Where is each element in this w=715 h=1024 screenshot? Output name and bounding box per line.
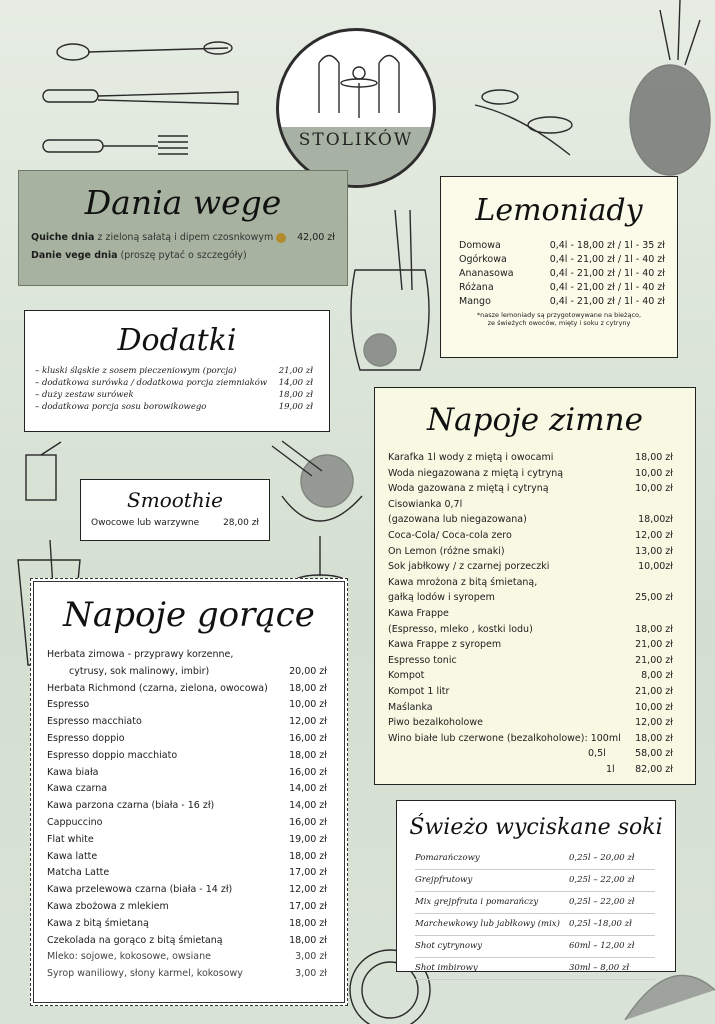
lemoniady-section [440, 176, 678, 358]
menu-item-name: Woda gazowana z miętą i cytryną [388, 483, 549, 495]
menu-item [415, 914, 655, 936]
menu-item-price: 13,00 zł [635, 545, 673, 557]
menu-item [388, 466, 673, 482]
menu-item [388, 559, 673, 575]
menu-item-name: Espresso doppio [47, 732, 125, 744]
menu-item [415, 936, 655, 958]
menu-item-name: (Espresso, mleko , kostki lodu) [388, 623, 533, 635]
menu-item [47, 781, 327, 798]
dodatki-section [24, 310, 330, 432]
menu-item-name: Kawa przelewowa czarna (biała - 14 zł) [47, 884, 233, 896]
teabag-illustration [16, 440, 76, 520]
soki-list [397, 840, 675, 980]
menu-item-name: Mleko: sojowe, kokosowe, owsiane [47, 951, 211, 963]
menu-item-name: Cisowianka 0,7l [388, 498, 463, 510]
menu-item-name: (gazowana lub niegazowana) [388, 514, 527, 526]
menu-item-name: Kawa zbożowa z mlekiem [47, 900, 169, 912]
menu-item-price: 14,00 zł [289, 783, 327, 795]
menu-item: Ogórkowa 0,4l - 21,00 zł / 1l - 40 zł [459, 253, 665, 265]
menu-item-price: 18,00zł [638, 514, 673, 526]
menu-item [47, 798, 327, 815]
menu-item-price: 20,00 zł [289, 665, 327, 677]
section-title: Napoje zimne [427, 402, 643, 438]
menu-item [47, 865, 327, 882]
menu-item-name: Shot imbirowy [415, 963, 478, 973]
section-title: Dodatki [117, 323, 237, 358]
menu-item [47, 714, 327, 731]
menu-item-price: 25,00 zł [635, 592, 673, 604]
menu-item-price: 8,00 zł [641, 670, 673, 682]
menu-item-name: Cappuccino [47, 816, 103, 828]
section-title: Świeżo wyciskane soki [409, 815, 663, 840]
menu-item-name: Matcha Latte [47, 867, 110, 879]
menu-item: – duży zestaw surówek 18,00 zł [35, 390, 313, 400]
pineapple-illustration [600, 0, 715, 180]
menu-item: Quiche dnia z zieloną sałatą i dipem czosnkowym 42,00 zł [31, 232, 335, 243]
menu-item-name: 1l [606, 763, 615, 775]
menu-item-price: 82,00 zł [635, 763, 673, 775]
menu-item-name: Piwo bezalkoholowe [388, 717, 483, 729]
menu-item: Różana 0,4l - 21,00 zł / 1l - 40 zł [459, 281, 665, 293]
napoje-zimne-list [375, 438, 695, 777]
menu-item [47, 697, 327, 714]
menu-item-name: Kawa z bitą śmietaną [47, 917, 149, 929]
menu-item-price: 19,00 zł [289, 833, 327, 845]
menu-item-price: 21,00 zł [635, 639, 673, 651]
menu-item [388, 684, 673, 700]
menu-item-price: 10,00zł [638, 561, 673, 573]
menu-item-price: 10,00 zł [635, 701, 673, 713]
menu-item: – kluski śląskie z sosem pieczeniowym (porcja) 21,00 zł [35, 366, 313, 376]
menu-item-name: Wino białe lub czerwone (bezalkoholowe): 100ml [388, 732, 621, 744]
menu-item-price: 30ml – 8,00 zł [569, 963, 630, 973]
menu-item-name: Pomarańczowy [415, 853, 480, 863]
menu-item [47, 681, 327, 698]
menu-item-name: Coca-Cola/ Coca-cola zero [388, 529, 512, 541]
menu-item [47, 849, 327, 866]
menu-item [388, 700, 673, 716]
menu-item-price: 18,00 zł [635, 623, 673, 635]
menu-item-price: 42,00 zł [297, 232, 335, 243]
menu-item-price: 0,25l – 22,00 zł [569, 897, 635, 907]
menu-item-price: 18,00 zł [289, 934, 327, 946]
menu-item [388, 497, 673, 513]
menu-item [47, 916, 327, 933]
menu-item: Ananasowa 0,4l - 21,00 zł / 1l - 40 zł [459, 267, 665, 279]
menu-item-price: 3,00 zł [295, 951, 327, 963]
smoothie-section [80, 479, 270, 541]
menu-item: – dodatkowa surówka / dodatkowa porcja ziemniaków 14,00 zł [35, 378, 313, 388]
menu-item-price: 18,00 zł [635, 452, 673, 463]
menu-item [415, 870, 655, 892]
menu-item-price: 3,00 zł [295, 968, 327, 980]
menu-item-price: 18,00 zł [289, 917, 327, 929]
lemoniady-note: *nasze lemoniady są przygotowywane na bieżąco, ze świeżych owoców, mięty i soku z cytryny [476, 311, 642, 327]
menu-item-name: cytrusy, sok malinowy, imbir) [69, 665, 210, 677]
table-chairs-icon [309, 43, 409, 123]
cutlery-illustration [38, 30, 248, 170]
menu-item-price: 12,00 zł [635, 717, 673, 729]
menu-item [47, 731, 327, 748]
menu-item-price: 16,00 zł [289, 732, 327, 744]
napoje-gorace-section [30, 578, 348, 1006]
menu-item-price: 18,00 zł [289, 749, 327, 761]
menu-item-name: Espresso [47, 699, 90, 711]
menu-item-price: 10,00 zł [289, 699, 327, 711]
menu-item [388, 746, 673, 762]
menu-item-price: 16,00 zł [289, 816, 327, 828]
menu-item [388, 512, 673, 528]
menu-item [388, 575, 673, 591]
menu-item [415, 848, 655, 870]
menu-item [47, 748, 327, 765]
menu-item [388, 668, 673, 684]
menu-item-name: Maślanka [388, 701, 433, 713]
menu-item-name: Karafka 1l wody z miętą i owocami [388, 452, 554, 463]
section-title: Napoje gorące [63, 595, 315, 635]
menu-item-price: 0,25l – 22,00 zł [569, 875, 635, 885]
menu-item-name: On Lemon (różne smaki) [388, 545, 505, 557]
menu-item [388, 637, 673, 653]
menu-item-name: Herbata zimowa - przyprawy korzenne, [47, 649, 234, 660]
menu-item-name: Kawa parzona czarna (biała - 16 zł) [47, 800, 215, 812]
menu-item [388, 528, 673, 544]
menu-item-name: Espresso tonic [388, 654, 457, 666]
menu-item [388, 481, 673, 497]
menu-item [47, 899, 327, 916]
menu-item [388, 544, 673, 560]
menu-item [388, 762, 673, 778]
menu-item [388, 731, 673, 747]
menu-item [388, 653, 673, 669]
section-title: Lemoniady [475, 193, 643, 228]
menu-item-name: Sok jabłkowy / z czarnej porzeczki [388, 561, 550, 573]
menu-item-price: 21,00 zł [635, 654, 673, 666]
menu-item-price: 12,00 zł [289, 716, 327, 728]
section-title: Dania wege [84, 183, 282, 222]
menu-item-price: 18,00 zł [635, 732, 673, 744]
menu-item [388, 450, 673, 466]
menu-item-price: 21,00 zł [635, 685, 673, 697]
menu-item-name: Flat white [47, 833, 94, 845]
menu-item-name: Espresso macchiato [47, 716, 142, 728]
section-title: Smoothie [127, 488, 223, 512]
menu-item-name: Kawa Frappe z syropem [388, 639, 502, 651]
menu-item-name: Herbata Richmond (czarna, zielona, owocowa) [47, 682, 268, 694]
napoje-zimne-section [374, 387, 696, 785]
menu-item: Mango 0,4l - 21,00 zł / 1l - 40 zł [459, 295, 665, 307]
menu-item-name: Woda niegazowana z miętą i cytryną [388, 467, 564, 479]
menu-item-name: Espresso doppio macchiato [47, 749, 178, 761]
menu-item [415, 958, 655, 980]
menu-item [47, 966, 327, 983]
menu-item [388, 622, 673, 638]
menu-item: Danie vege dnia (proszę pytać o szczegóły) [31, 250, 247, 261]
menu-item-price: 18,00 zł [289, 682, 327, 694]
menu-item-name: Mix grejpfruta i pomarańczy [415, 897, 539, 907]
menu-item: Owocowe lub warzywne 28,00 zł [91, 518, 259, 528]
menu-item-price: 14,00 zł [289, 800, 327, 812]
vegan-icon [276, 233, 286, 243]
menu-item-price: 18,00 zł [289, 850, 327, 862]
napoje-gorace-list [31, 635, 347, 983]
sundae-illustration [262, 436, 374, 596]
pitcher-illustration [340, 200, 440, 390]
menu-item-name: Kawa biała [47, 766, 99, 778]
menu-item: – dodatkowa porcja sosu borowikowego 19,00 zł [35, 402, 313, 412]
menu-item-name: Kompot 1 litr [388, 685, 450, 697]
menu-item-name: Marchewkowy lub jabłkowy (mix) [415, 919, 560, 929]
menu-item [47, 882, 327, 899]
logo-text: STOLIKÓW [298, 130, 414, 150]
dania-wege-section [18, 170, 348, 286]
menu-item [47, 815, 327, 832]
menu-item-price: 16,00 zł [289, 766, 327, 778]
menu-item-name: Kawa czarna [47, 783, 108, 795]
menu-item-price: 58,00 zł [635, 748, 673, 760]
menu-item [388, 715, 673, 731]
menu-item-price: 17,00 zł [289, 867, 327, 879]
menu-item [47, 949, 327, 966]
menu-item-name: Syrop waniliowy, słony karmel, kokosowy [47, 968, 243, 980]
menu-item-price: 0,25l –18,00 zł [569, 919, 632, 929]
menu-item-name: Kawa Frappe [388, 607, 449, 619]
menu-item [47, 765, 327, 782]
menu-item [47, 832, 327, 849]
menu-item-price: 10,00 zł [635, 483, 673, 495]
menu-item-name: Czekolada na gorąco z bitą śmietaną [47, 934, 223, 946]
restaurant-logo [276, 28, 436, 188]
soki-section [396, 800, 676, 972]
menu-item-price: 12,00 zł [289, 884, 327, 896]
lemoniady-table [459, 238, 665, 308]
menu-item-price: 12,00 zł [635, 529, 673, 541]
menu-item-name: 0,5l [588, 748, 606, 760]
menu-item-price: 60ml – 12,00 zł [569, 941, 635, 951]
menu-item [47, 664, 327, 681]
menu-item-name: Grejpfrutowy [415, 875, 473, 885]
menu-item-name: Kompot [388, 670, 425, 682]
menu-item-name: Kawa mrożona z bitą śmietaną, [388, 576, 538, 588]
menu-item-price: 0,25l – 20,00 zł [569, 853, 635, 863]
menu-item-name: Kawa latte [47, 850, 98, 862]
menu-item [47, 933, 327, 950]
menu-item-name: Shot cytrynowy [415, 941, 483, 951]
menu-item-name: gałką lodów i syropem [388, 592, 495, 604]
menu-item [415, 892, 655, 914]
menu-item [388, 606, 673, 622]
menu-item: Domowa 0,4l - 18,00 zł / 1l - 35 zł [459, 239, 665, 251]
menu-item [388, 590, 673, 606]
menu-item-price: 17,00 zł [289, 900, 327, 912]
menu-item-price: 10,00 zł [635, 467, 673, 479]
branch-illustration [470, 85, 580, 165]
menu-item [47, 647, 327, 664]
